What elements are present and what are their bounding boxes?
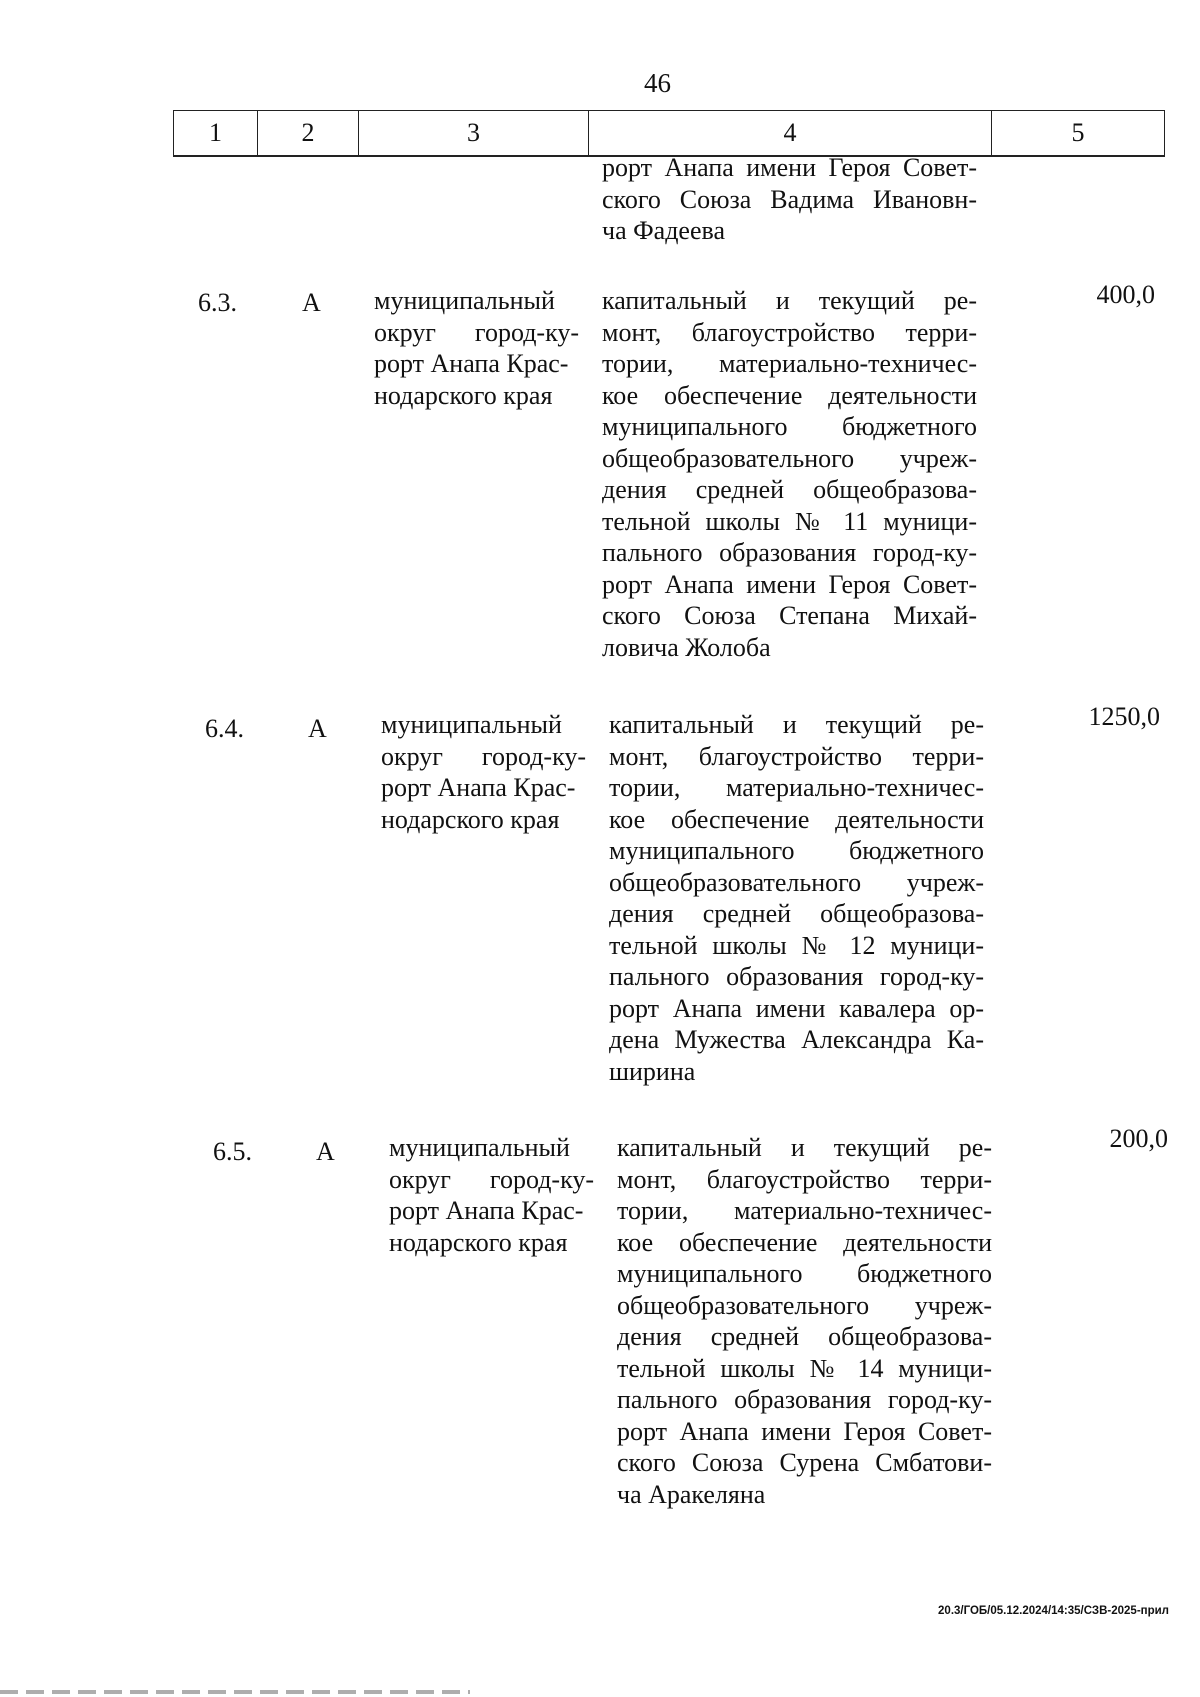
text-line: монт, благоустройство терри- [617, 1164, 992, 1194]
text-line: ширина [609, 1056, 696, 1086]
text-line: нодарского края [374, 380, 553, 410]
text-line: капитальный и текущий ре- [609, 710, 984, 739]
text-line: капитальный и текущий ре- [602, 286, 977, 315]
column-number-3: 3 [359, 111, 589, 155]
row-purpose [617, 1132, 992, 1510]
row-number: 6.3. [198, 288, 237, 317]
text-line: округ город-ку- [389, 1164, 594, 1194]
row-recipient [374, 285, 579, 411]
row-recipient [389, 1132, 594, 1258]
row-category: А [316, 1137, 335, 1166]
row-category: А [308, 714, 327, 743]
text-line: рорт Анапа Крас- [381, 773, 576, 802]
text-line: тории, материально-техничес- [609, 773, 984, 802]
text-line: нодарского края [381, 804, 560, 834]
column-number-5: 5 [1071, 118, 1085, 147]
row-purpose [609, 709, 984, 1087]
text-line: тории, материально-техничес- [602, 349, 977, 378]
document-code-footer: 20.3/ГОБ/05.12.2024/14:35/СЗВ-2025-прил [938, 1605, 1169, 1617]
row-purpose [602, 285, 977, 663]
text-line: монт, благоустройство терри- [609, 741, 984, 771]
text-line: капитальный и текущий ре- [617, 1133, 992, 1162]
row-amount: 200,0 [1109, 1124, 1168, 1153]
text-line: округ город-ку- [374, 317, 579, 347]
column-number-4: 4 [589, 111, 992, 155]
text-line: ча Фадеева [602, 216, 725, 245]
text-line: дения средней общеобразова- [617, 1322, 992, 1351]
text-line: тельной школы № 12 муници- [609, 930, 984, 960]
text-line: дена Мужества Александра Ка- [609, 1025, 984, 1054]
text-line: рорт Анапа имени Героя Совет- [602, 153, 977, 182]
column-number-2: 2 [258, 111, 359, 155]
table-column-header [173, 110, 1165, 157]
text-line: муниципального бюджетного [609, 836, 984, 865]
scan-edge-artifact [0, 1690, 470, 1694]
text-line: дения средней общеобразова- [602, 475, 977, 504]
text-line: округ город-ку- [381, 741, 586, 771]
page-number: 46 [644, 68, 671, 98]
text-line: тельной школы № 14 муници- [617, 1353, 992, 1383]
text-line: общеобразовательного учреж- [609, 867, 984, 897]
text-line: муниципальный [374, 286, 555, 315]
text-line: ского Союза Степана Михай- [602, 601, 977, 630]
text-line: рорт Анапа имени Героя Совет- [617, 1416, 992, 1446]
text-line: кое обеспечение деятельности [617, 1227, 992, 1257]
row-number: 6.4. [205, 714, 244, 743]
text-line: тельной школы № 11 муници- [602, 506, 977, 536]
row-recipient [381, 709, 586, 835]
text-line: муниципального бюджетного [617, 1259, 992, 1288]
column-number-1: 1 [174, 111, 258, 155]
text-line: рорт Анапа Крас- [374, 349, 569, 378]
text-line: кое обеспечение деятельности [602, 380, 977, 410]
text-line: тории, материально-техничес- [617, 1196, 992, 1225]
text-line: нодарского края [389, 1227, 568, 1257]
text-line: ского Союза Вадима Ивановн- [602, 184, 977, 214]
text-line: ловича Жолоба [602, 632, 771, 662]
text-line: пального образования город-ку- [617, 1385, 992, 1414]
text-line: пального образования город-ку- [602, 538, 977, 567]
text-line: рорт Анапа имени кавалера ор- [609, 993, 984, 1023]
text-line: муниципальный [389, 1133, 570, 1162]
text-line: ского Союза Сурена Смбатови- [617, 1448, 992, 1477]
text-line: дения средней общеобразова- [609, 899, 984, 928]
text-line: муниципальный [381, 710, 562, 739]
text-line: муниципального бюджетного [602, 412, 977, 441]
continuation-purpose [602, 152, 977, 247]
text-line: кое обеспечение деятельности [609, 804, 984, 834]
text-line: общеобразовательного учреж- [617, 1290, 992, 1320]
row-number: 6.5. [213, 1137, 252, 1166]
row-amount: 400,0 [1096, 280, 1155, 309]
text-line: общеобразовательного учреж- [602, 443, 977, 473]
row-amount: 1250,0 [1088, 702, 1160, 731]
text-line: рорт Анапа Крас- [389, 1196, 584, 1225]
text-line: ча Аракеляна [617, 1479, 766, 1509]
row-category: А [302, 288, 321, 317]
text-line: рорт Анапа имени Героя Совет- [602, 569, 977, 599]
text-line: монт, благоустройство терри- [602, 317, 977, 347]
text-line: пального образования город-ку- [609, 962, 984, 991]
